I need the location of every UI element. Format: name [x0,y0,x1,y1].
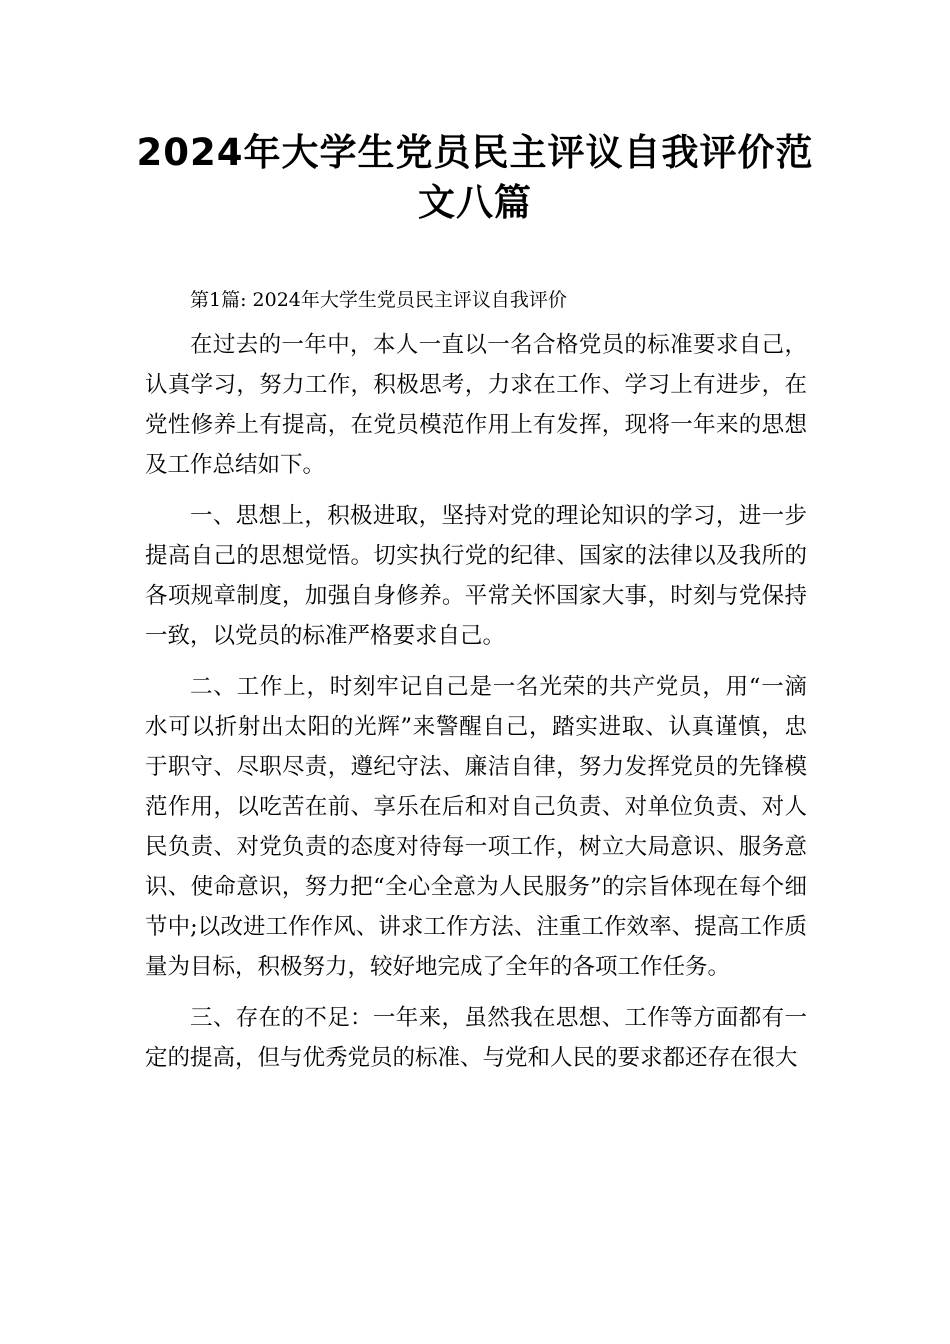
document-title: 2024年大学生党员民主评议自我评价范文八篇 [136,131,814,224]
paragraph-intro: 在过去的一年中，本人一直以一名合格党员的标准要求自己，认真学习，努力工作，积极思考，力求在工作、学习上有进步，在党性修养上有提高，在党员模范作用上有发挥，现将一年来的思想及工作总结如下。 [145,332,807,478]
paragraph-work: 二、工作上，时刻牢记自己是一名光荣的共产党员，用“一滴水可以折射出太阳的光辉”来警醒自己，踏实进取、认真谨慎，忠于职守、尽职尽责，遵纪守法、廉洁自律，努力发挥党员的先锋模范作用，以吃苦在前、享乐在后和对自己负责、对单位负责、对人民负责、对党负责的态度对待每一项工作，树立大局意识、服务意识、使命意识，努力把“全心全意为人民服务”的宗旨体现在每个细节中;以改进工作作风、讲求工作方法、注重工作效率、提高工作质量为目标，积极努力，较好地完成了全年的各项工作任务。 [145,674,807,980]
document-body [145,281,807,1078]
paragraph-thought: 一、思想上，积极进取，坚持对党的理论知识的学习，进一步提高自己的思想觉悟。切实执行党的纪律、国家的法律以及我所的各项规章制度，加强自身修养。平常关怀国家大事，时刻与党保持一致，以党员的标准严格要求自己。 [145,503,807,649]
section-heading: 第1篇: 2024年大学生党员民主评议自我评价 [190,289,567,311]
paragraph-shortcomings: 三、存在的不足：一年来，虽然我在思想、工作等方面都有一定的提高，但与优秀党员的标准、与党和人民的要求都还存在很大 [145,1005,807,1071]
